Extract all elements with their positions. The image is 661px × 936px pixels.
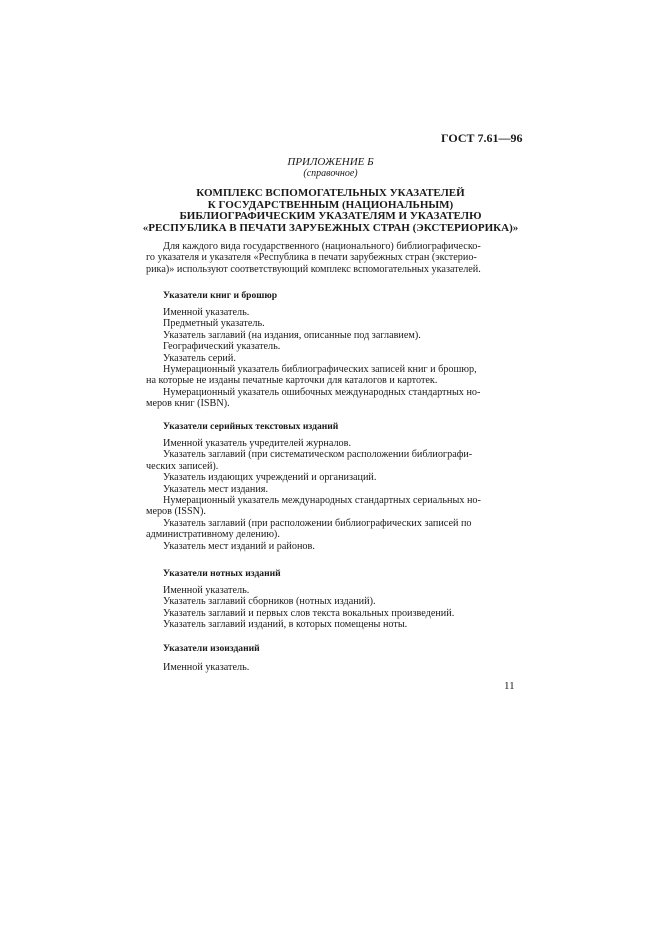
section-heading-books: Указатели книг и брошюр <box>163 290 278 301</box>
list-item: Нумерационный указатель международных стандартных сериальных но- <box>163 494 481 506</box>
intro-paragraph <box>146 241 481 275</box>
list-item: Указатель заглавий (при расположении библиографических записей по <box>163 517 472 529</box>
list-item: Указатель серий. <box>163 352 236 364</box>
list-item: Нумерационный указатель ошибочных международных стандартных но- <box>163 386 481 398</box>
list-item: Предметный указатель. <box>163 318 265 330</box>
section-list-visual <box>146 662 249 673</box>
page-number: 11 <box>504 680 515 692</box>
section-list-books <box>146 307 480 410</box>
section-list-music <box>146 585 454 631</box>
list-item: Именной указатель. <box>163 662 250 673</box>
title-line: КОМПЛЕКС ВСПОМОГАТЕЛЬНЫХ УКАЗАТЕЛЕЙ <box>196 187 465 199</box>
list-item: административному делению). <box>146 529 280 541</box>
list-item: Географический указатель. <box>163 341 281 353</box>
appendix-note: (справочное) <box>303 168 358 179</box>
title-line: К ГОСУДАРСТВЕННЫМ (НАЦИОНАЛЬНЫМ) <box>207 198 454 211</box>
list-item: ческих записей). <box>146 460 219 472</box>
section-heading-music: Указатели нотных изданий <box>163 568 281 579</box>
text-line: рика)» используют соответствующий комплекс вспомогательных указателей. <box>146 263 481 275</box>
list-item: Указатель заглавий изданий, в которых помещены ноты. <box>163 619 408 631</box>
list-item: Указатель заглавий (при систематическом расположении библиографи- <box>163 449 473 461</box>
list-item: Именной указатель. <box>163 585 250 596</box>
list-item: Указатель заглавий и первых слов текста вокальных произведений. <box>163 607 455 619</box>
list-item: меров книг (ISBN). <box>146 398 230 410</box>
list-item: Указатель заглавий сборников (нотных изданий). <box>163 596 376 608</box>
list-item: на которые не изданы печатные карточки для каталогов и картотек. <box>146 375 438 387</box>
section-list-serials <box>146 438 481 552</box>
page-title <box>0 188 661 234</box>
list-item: Именной указатель. <box>163 307 250 318</box>
list-item: Указатель заглавий (на издания, описанные под заглавием). <box>163 329 421 341</box>
title-line: «РЕСПУБЛИКА В ПЕЧАТИ ЗАРУБЕЖНЫХ СТРАН (ЭКСТЕРИОРИКА)» <box>142 221 519 234</box>
list-item: Именной указатель учредителей журналов. <box>163 438 352 449</box>
list-item: меров (ISSN). <box>146 506 206 518</box>
list-item: Нумерационный указатель библиографических записей книг и брошюр, <box>163 363 477 375</box>
list-item: Указатель мест издания. <box>163 483 269 495</box>
text-line: Для каждого вида государственного (национального) библиографическо- <box>163 241 481 252</box>
list-item: Указатель мест изданий и районов. <box>163 540 315 552</box>
appendix-label: ПРИЛОЖЕНИЕ Б <box>287 156 374 168</box>
title-line: БИБЛИОГРАФИЧЕСКИМ УКАЗАТЕЛЯМ И УКАЗАТЕЛЮ <box>179 210 482 223</box>
document-number: ГОСТ 7.61—96 <box>441 131 523 145</box>
section-heading-serials: Указатели серийных текстовых изданий <box>163 421 339 432</box>
section-heading-visual: Указатели изоизданий <box>163 643 260 654</box>
list-item: Указатель издающих учреждений и организаций. <box>163 472 377 484</box>
text-line: го указателя и указателя «Республика в печати зарубежных стран (экстерио- <box>146 252 477 264</box>
